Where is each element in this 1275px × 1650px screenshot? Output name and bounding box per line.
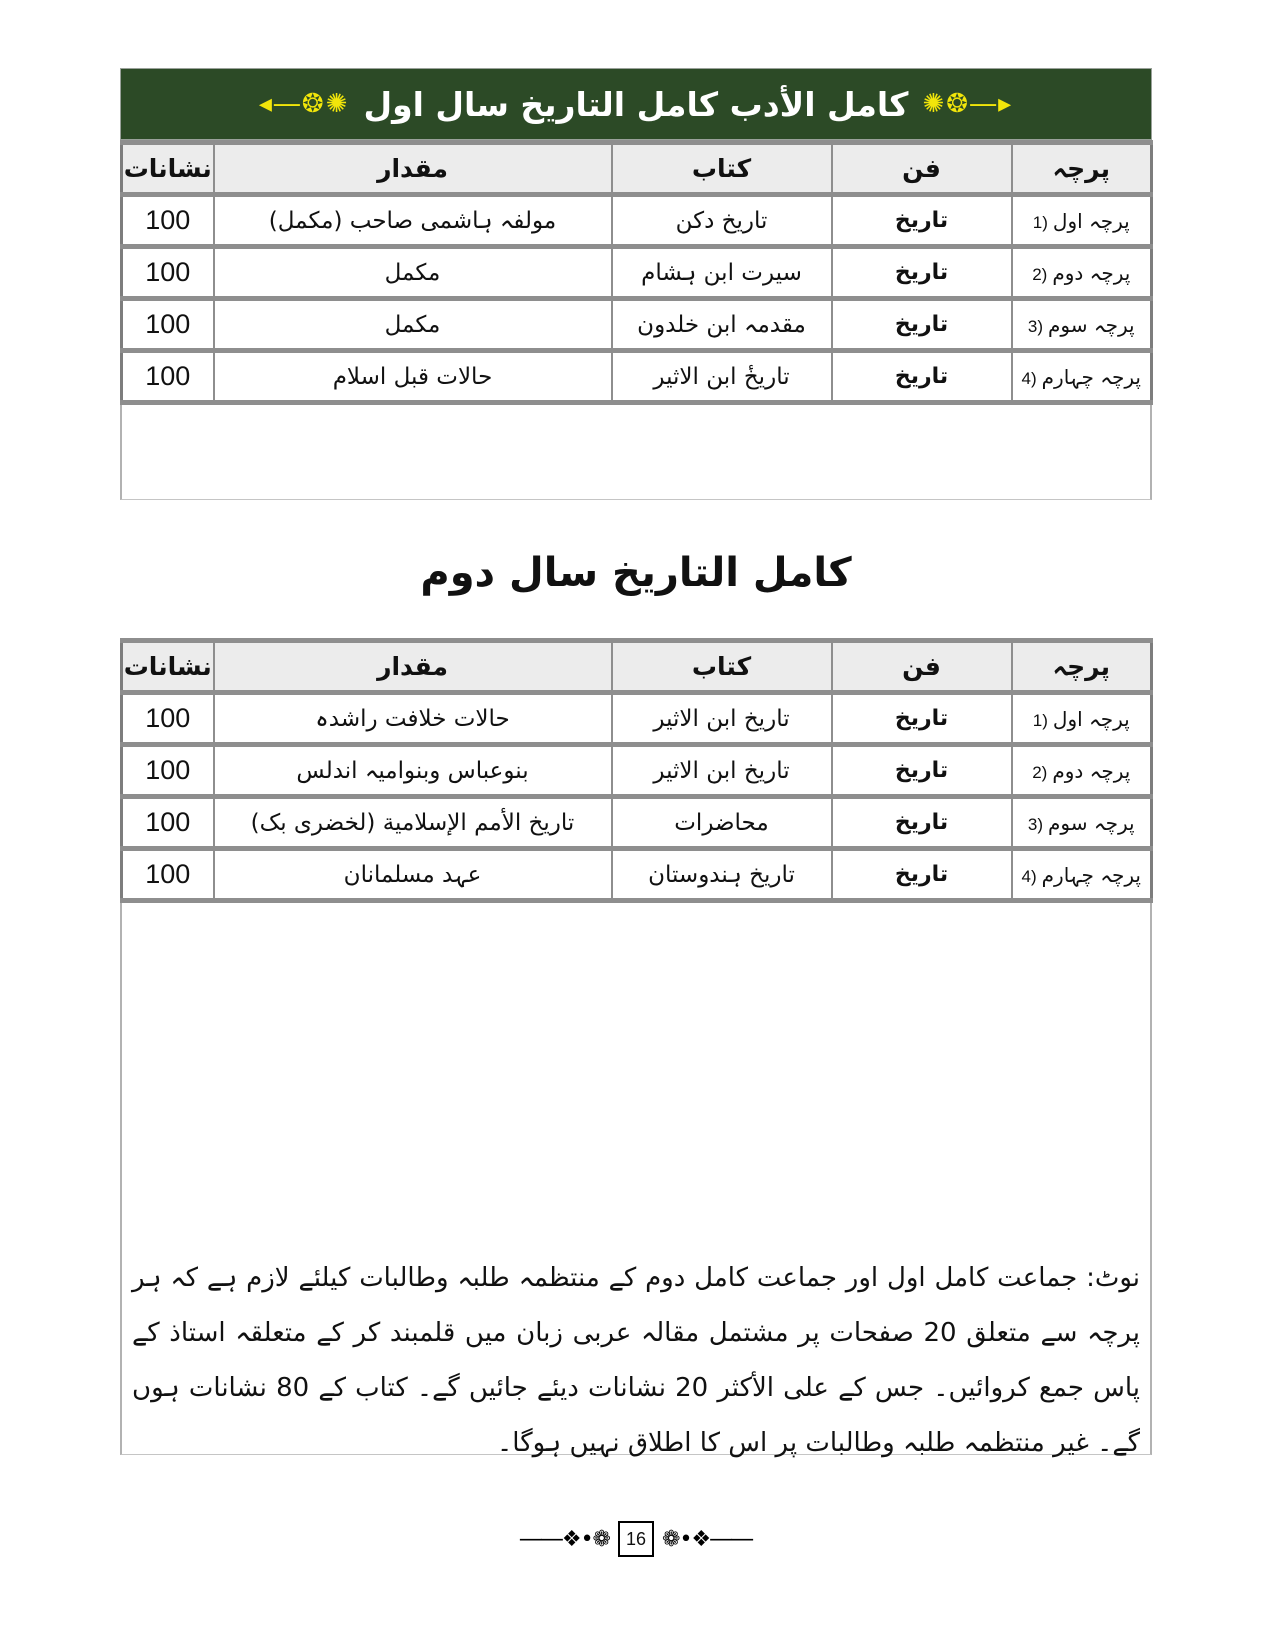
marks-cell: 100 <box>122 745 214 797</box>
paper-cell <box>1012 195 1152 247</box>
paper-number: 3) <box>1027 316 1044 336</box>
page-number: 16 <box>618 1521 654 1557</box>
amount-cell: حالات خلافت راشدہ <box>214 693 612 745</box>
table-row <box>122 351 1152 403</box>
amount-cell: حالات قبل اسلام <box>214 351 612 403</box>
footer-left-ornament-icon: ――❖•❁ <box>519 1526 610 1552</box>
book-cell: تاریخ ابن الاثیر <box>612 745 832 797</box>
paper-label: پرچہ دوم <box>1052 758 1131 783</box>
marks-cell: 100 <box>122 247 214 299</box>
table-row <box>122 299 1152 351</box>
marks-cell: 100 <box>122 195 214 247</box>
paper-label: پرچہ چہارم <box>1041 364 1141 389</box>
col-header-paper: پرچہ <box>1012 641 1152 693</box>
subject-cell: تاریخ <box>832 299 1012 351</box>
paper-cell <box>1012 351 1152 403</box>
paper-cell <box>1012 849 1152 901</box>
amount-cell: عہد مسلمانان <box>214 849 612 901</box>
banner-left-ornament-icon: ◂―❂✺ <box>258 89 350 119</box>
paper-label: پرچہ چہارم <box>1041 862 1141 887</box>
paper-number: 3) <box>1027 814 1044 834</box>
paper-cell <box>1012 299 1152 351</box>
col-header-marks: نشانات <box>122 143 214 195</box>
table-row <box>122 195 1152 247</box>
marks-cell: 100 <box>122 299 214 351</box>
paper-cell <box>1012 693 1152 745</box>
marks-cell: 100 <box>122 351 214 403</box>
amount-cell: تاریخ الأمم الإسلامیة (لخضری بک) <box>214 797 612 849</box>
book-cell: تاریخ ابن الاثیر <box>612 693 832 745</box>
book-cell: تاریخٔ ابن الاثیر <box>612 351 832 403</box>
col-header-subject: فن <box>832 641 1012 693</box>
paper-label: پرچہ دوم <box>1052 260 1131 285</box>
paper-number: 1) <box>1032 212 1048 232</box>
book-cell: تاریخ ہندوستان <box>612 849 832 901</box>
paper-label: پرچہ اول <box>1052 706 1130 731</box>
amount-cell: مکمل <box>214 247 612 299</box>
table-row <box>122 745 1152 797</box>
paper-number: 2) <box>1032 762 1048 782</box>
document-page <box>120 0 1152 1561</box>
amount-cell: بنوعباس وبنوامیہ اندلس <box>214 745 612 797</box>
paper-label: پرچہ سوم <box>1048 810 1135 835</box>
book-cell: تاریخ دکن <box>612 195 832 247</box>
paper-number: 2) <box>1032 264 1048 284</box>
page-footer <box>120 1517 1152 1561</box>
subject-cell: تاریخ <box>832 849 1012 901</box>
section-title-year-two: کامل التاریخ سال دوم <box>420 550 852 596</box>
table-year-two <box>120 638 1153 903</box>
col-header-marks: نشانات <box>122 641 214 693</box>
subject-cell: تاریخ <box>832 797 1012 849</box>
table1-header-row <box>122 143 1152 195</box>
paper-number: 4) <box>1021 368 1037 388</box>
book-cell: مقدمہ ابن خلدون <box>612 299 832 351</box>
col-header-amount: مقدار <box>214 143 612 195</box>
paper-number: 1) <box>1032 710 1048 730</box>
paper-cell <box>1012 745 1152 797</box>
empty-area-below-table1 <box>120 405 1152 500</box>
paper-label: پرچہ اول <box>1052 208 1130 233</box>
amount-cell: مکمل <box>214 299 612 351</box>
table2-header-row <box>122 641 1152 693</box>
banner-right-ornament-icon: ✺❂―▸ <box>922 89 1014 119</box>
subject-cell: تاریخ <box>832 693 1012 745</box>
marks-cell: 100 <box>122 849 214 901</box>
footer-right-ornament-icon: ❁•❖―― <box>662 1526 753 1552</box>
table-row <box>122 849 1152 901</box>
paper-cell <box>1012 797 1152 849</box>
col-header-subject: فن <box>832 143 1012 195</box>
book-cell: سیرت ابن ہشام <box>612 247 832 299</box>
col-header-book: کتاب <box>612 143 832 195</box>
col-header-paper: پرچہ <box>1012 143 1152 195</box>
marks-cell: 100 <box>122 797 214 849</box>
col-header-book: کتاب <box>612 641 832 693</box>
subject-cell: تاریخ <box>832 195 1012 247</box>
subject-cell: تاریخ <box>832 351 1012 403</box>
table-row <box>122 797 1152 849</box>
col-header-amount: مقدار <box>214 641 612 693</box>
empty-area-below-table2 <box>120 903 1152 1458</box>
book-cell: محاضرات <box>612 797 832 849</box>
table-year-one <box>120 140 1153 405</box>
marks-cell: 100 <box>122 693 214 745</box>
title-banner <box>120 68 1152 140</box>
table-row <box>122 693 1152 745</box>
amount-cell: مولفہ ہاشمی صاحب (مکمل) <box>214 195 612 247</box>
banner-title: کامل الأدب کامل التاریخ سال اول <box>363 84 909 124</box>
paper-number: 4) <box>1021 866 1037 886</box>
subject-cell: تاریخ <box>832 247 1012 299</box>
table-row <box>122 247 1152 299</box>
subject-cell: تاریخ <box>832 745 1012 797</box>
note-paragraph: نوٹ: جماعت کامل اول اور جماعت کامل دوم کے منتظمہ طلبہ وطالبات کیلئے لازم ہے کہ ہر پرچہ سے متعلق 20 صفحات پر مشتمل مقالہ عربی زبان میں قلمبند کر کے متعلقہ استاذ کے پاس جمع کروائیں۔ جس کے علی الأکثر 20 نشانات دیئے جائیں گے۔ کتاب کے 80 نشانات ہوں گے۔ غیر منتظمہ طلبہ وطالبات پر اس کا اطلاق نہیں ہوگا۔ <box>132 1263 1141 1458</box>
paper-cell <box>1012 247 1152 299</box>
paper-label: پرچہ سوم <box>1048 312 1135 337</box>
